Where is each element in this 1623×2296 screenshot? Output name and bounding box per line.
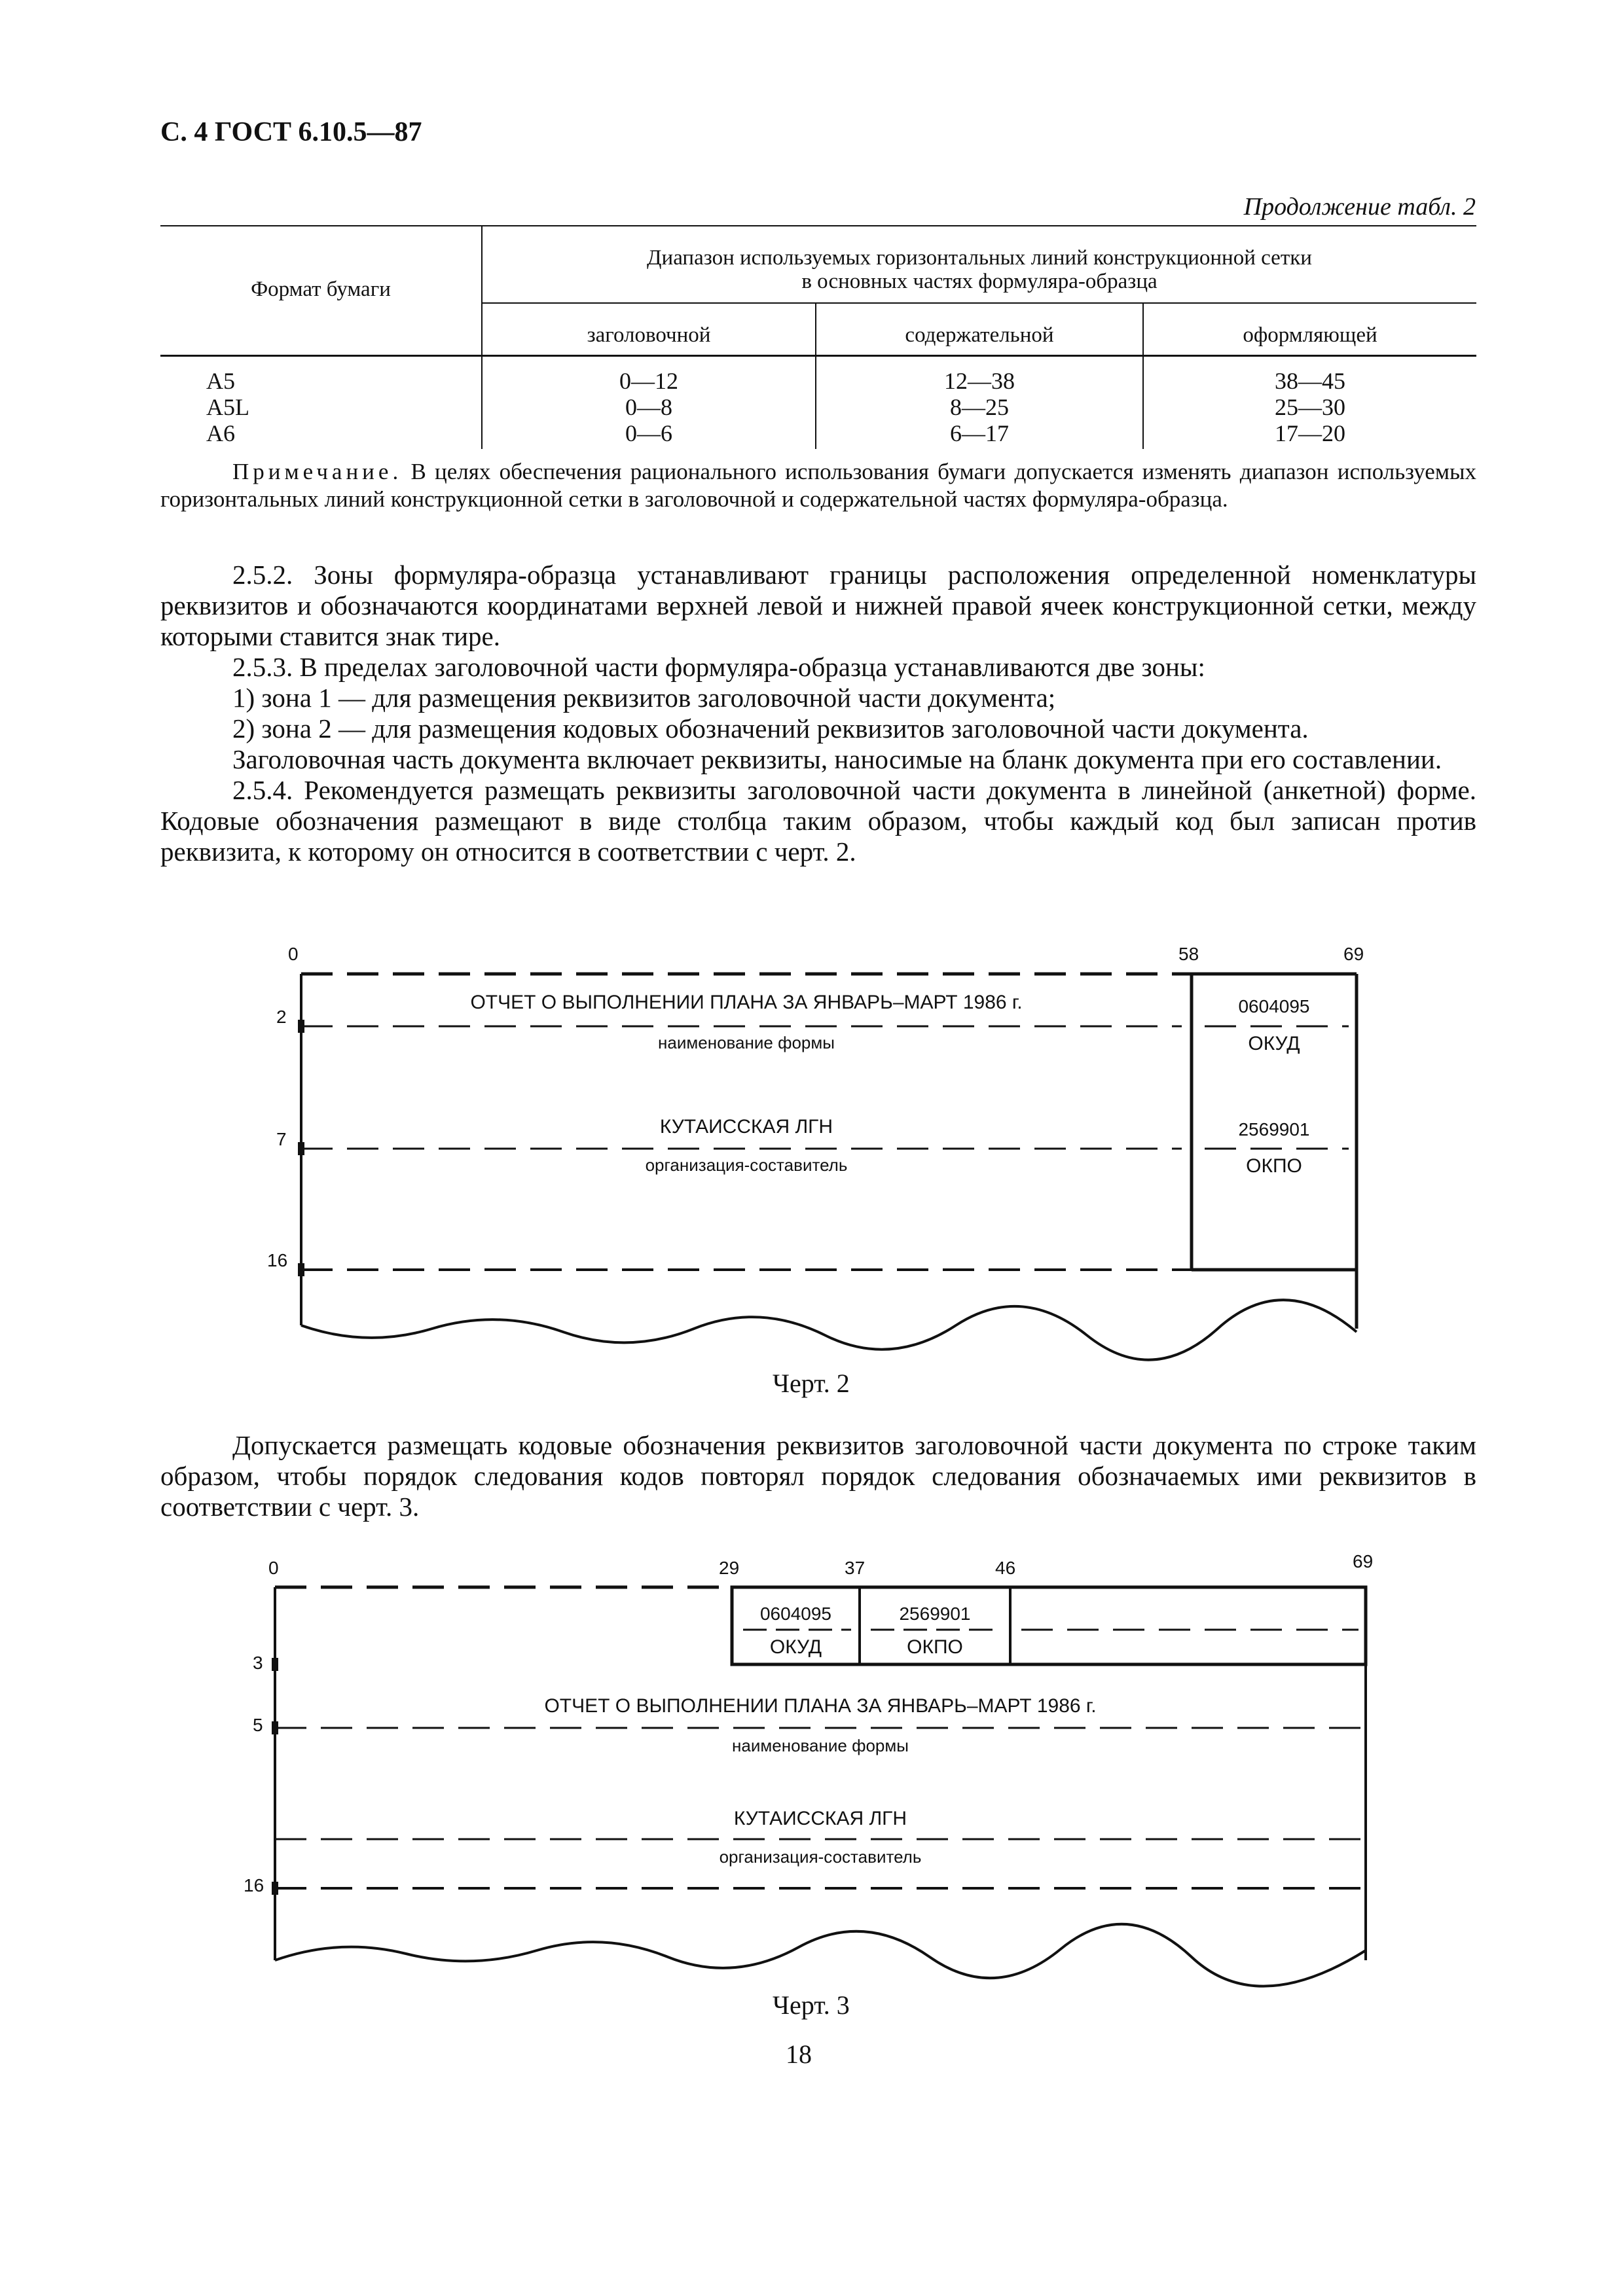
fig2-form-title-label: наименование формы [658, 1033, 835, 1052]
note-text: В целях обеспечения рационального использования бумаги допускается изменять диапазон используемых горизонтальных линий конструкционной сетки в заголовочной и содержательной частях формуляра-образца. [160, 459, 1476, 512]
note-label: Примечание. [232, 459, 403, 484]
fig3-okpo-label: ОКПО [907, 1636, 963, 1658]
table-cell-formal: 25—30 [1275, 394, 1345, 420]
table-cell-formal: 38—45 [1275, 368, 1345, 394]
table-cell-format: A6 [206, 420, 235, 446]
table-cell-content: 6—17 [950, 420, 1009, 446]
fig3-col-label: 29 [719, 1558, 740, 1578]
fig3-okud-label: ОКУД [769, 1636, 822, 1658]
table-cell-content: 12—38 [944, 368, 1015, 394]
table-cell-title: 0—8 [625, 394, 672, 420]
page-header: С. 4 ГОСТ 6.10.5—87 [160, 117, 422, 147]
fig2-col-label: 0 [288, 944, 299, 964]
table-cell-format: A5L [206, 394, 249, 420]
subheader-title-part: заголовочной [587, 323, 711, 347]
figure-2-caption: Черт. 2 [773, 1369, 850, 1398]
column-header-range-line1: Диапазон используемых горизонтальных линий конструкционной сетки [647, 246, 1312, 270]
paragraph-2-5-3: 2.5.3. В пределах заголовочной части формуляра-образца устанавливаются две зоны: [232, 652, 1205, 682]
column-header-range-line2: в основных частях формуляра-образца [801, 270, 1158, 293]
fig3-row-label: 16 [244, 1875, 264, 1895]
fig2-okpo-label: ОКПО [1246, 1155, 1302, 1177]
table-continuation-label: Продолжение табл. 2 [1243, 193, 1476, 221]
fig3-row-label: 5 [253, 1715, 263, 1735]
paragraph-zone-2: 2) зона 2 — для размещения кодовых обозначений реквизитов заголовочной части документа. [232, 713, 1309, 744]
fig2-col-label: 69 [1343, 944, 1364, 964]
fig2-org-label: организация-составитель [645, 1155, 848, 1175]
fig2-col-label: 58 [1178, 944, 1199, 964]
fig3-col-label: 0 [268, 1558, 279, 1578]
subheader-content-part: содержательной [905, 323, 1054, 347]
fig3-form-title: ОТЧЕТ О ВЫПОЛНЕНИИ ПЛАНА ЗА ЯНВАРЬ–МАРТ 1986 г. [544, 1695, 1097, 1717]
fig2-org: КУТАИССКАЯ ЛГН [659, 1116, 833, 1138]
fig2-row-label: 7 [276, 1129, 287, 1149]
fig3-org-label: организация-составитель [719, 1847, 922, 1867]
fig3-code-okpo: 2569901 [899, 1604, 971, 1624]
paragraph-codes-in-row: Допускается размещать кодовые обозначения реквизитов заголовочной части документа по строке таким образом, чтобы порядок следования кодов повторял порядок следования обозначаемых ими реквизитов в соответствии с черт. 3. [160, 1430, 1476, 1522]
column-header-format: Формат бумаги [251, 278, 391, 301]
fig2-form-title: ОТЧЕТ О ВЫПОЛНЕНИИ ПЛАНА ЗА ЯНВАРЬ–МАРТ 1986 г. [470, 992, 1023, 1013]
subheader-formal-part: оформляющей [1243, 323, 1377, 347]
fig3-code-okud: 0604095 [759, 1604, 831, 1624]
fig3-row-label: 3 [253, 1653, 263, 1673]
paragraph-2-5-4: 2.5.4. Рекомендуется размещать реквизиты заголовочной части документа в линейной (анкетной) форме. Кодовые обозначения размещают в виде столбца таким образом, чтобы каждый код был записан против реквизита, к которому он относится в соответствии с черт. 2. [160, 775, 1476, 867]
table-cell-title: 0—12 [619, 368, 678, 394]
fig2-code-okud: 0604095 [1238, 996, 1310, 1016]
fig2-okud-label: ОКУД [1248, 1033, 1300, 1054]
table-cell-formal: 17—20 [1275, 420, 1345, 446]
paragraph-title-part: Заголовочная часть документа включает реквизиты, наносимые на бланк документа при его составлении. [232, 744, 1442, 774]
paragraph-zone-1: 1) зона 1 — для размещения реквизитов заголовочной части документа; [232, 683, 1056, 713]
page-number: 18 [786, 2039, 812, 2069]
fig2-code-okpo: 2569901 [1238, 1119, 1310, 1139]
table-cell-title: 0—6 [625, 420, 672, 446]
table-cell-format: A5 [206, 368, 235, 394]
fig2-row-label: 2 [276, 1007, 287, 1027]
figure-3-caption: Черт. 3 [773, 1990, 850, 2020]
fig3-form-title-label: наименование формы [732, 1736, 909, 1755]
table-cell-content: 8—25 [950, 394, 1009, 420]
paragraph-2-5-2: 2.5.2. Зоны формуляра-образца устанавливают границы расположения определенной номенклатуры реквизитов и обозначаются координатами верхней левой и нижней правой ячеек конструкционной сетки, между которыми ставится знак тире. [160, 560, 1476, 651]
fig3-col-label: 69 [1353, 1551, 1374, 1571]
fig3-col-label: 46 [995, 1558, 1016, 1578]
fig3-col-label: 37 [845, 1558, 866, 1578]
fig2-row-label: 16 [267, 1250, 288, 1270]
fig3-org: КУТАИССКАЯ ЛГН [733, 1808, 907, 1829]
